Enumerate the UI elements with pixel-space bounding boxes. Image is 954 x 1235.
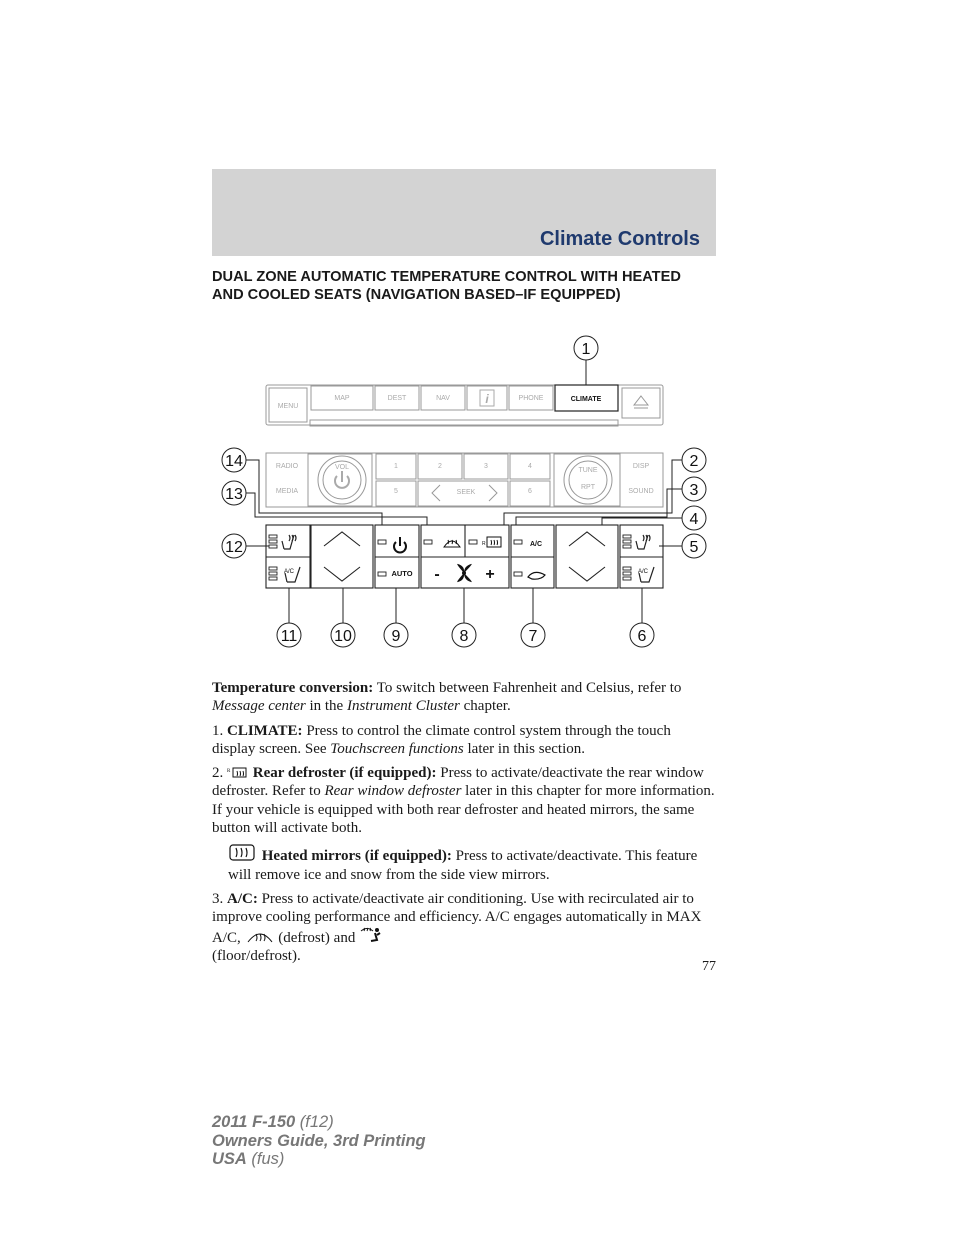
defrost-icon: [245, 929, 275, 945]
floor-defrost-icon: [359, 927, 383, 945]
nav-label: NAV: [436, 395, 450, 402]
item-rear-defroster: 2. R Rear defroster (if equipped): Press to activate/deactivate the rear window defroster. Refer to Rear window defroster later in this chapter for more information. If your vehicle is equipped with both rear defroster and heated mirrors, the same button will activate both.: [212, 765, 715, 837]
callout-8: 8: [459, 628, 469, 645]
left-temp-rocker: [311, 525, 373, 588]
sound-label: SOUND: [628, 488, 654, 495]
rear-defrost-icon: [227, 766, 249, 780]
front-defrost-icon: [444, 540, 460, 547]
svg-text:R: R: [482, 541, 486, 547]
svg-text:1: 1: [394, 463, 398, 470]
climate-control-diagram: [212, 335, 716, 655]
eject-icon: [634, 396, 648, 408]
svg-text:R: R: [227, 769, 231, 775]
callout-13: 13: [225, 486, 243, 503]
svg-text:2: 2: [438, 463, 442, 470]
callout-11: 11: [280, 628, 298, 645]
heated-seat-icon: [282, 535, 296, 549]
tune-knob-outer: [564, 456, 612, 504]
body-text: [212, 679, 716, 971]
temperature-conversion-paragraph: Temperature conversion: To switch between Fahrenheit and Celsius, refer to Message center in the Instrument Cluster chapter.: [212, 680, 682, 715]
svg-text:i: i: [485, 392, 489, 406]
fan-icon: [457, 564, 471, 582]
svg-text:4: 4: [528, 463, 532, 470]
section-title: DUAL ZONE AUTOMATIC TEMPERATURE CONTROL WITH HEATED AND COOLED SEATS (NAVIGATION BASED–IF EQUIPPED): [212, 269, 681, 303]
callout-5: 5: [689, 539, 699, 556]
fan-increase-label: +: [485, 566, 495, 583]
callout-7: 7: [528, 628, 538, 645]
rpt-label: RPT: [581, 484, 595, 491]
climate-label: CLIMATE: [570, 396, 602, 403]
auto-label: AUTO: [391, 569, 413, 578]
footer-line-3: USA (fus): [212, 1150, 285, 1168]
page-number: 77: [702, 959, 716, 974]
eject-button: [622, 388, 660, 418]
power-icon: [394, 537, 406, 552]
phone-label: PHONE: [518, 395, 544, 402]
callout-14: 14: [225, 453, 243, 470]
footer-line-1: 2011 F-150 (f12): [212, 1113, 334, 1131]
chapter-header-band: [212, 169, 716, 256]
info-icon: [480, 390, 494, 406]
callout-1: 1: [581, 341, 591, 358]
heated-mirrors-paragraph: Heated mirrors (if equipped): Press to activate/deactivate. This feature will remove ice and snow from the side view mirrors.: [212, 843, 716, 884]
item-ac: 3. A/C: Press to activate/deactivate air conditioning. Use with recirculated air to improve cooling performance and efficiency. A/C engages automatically in MAX A/C, (defrost) and (floor/defrost).: [212, 890, 702, 964]
chapter-title: Climate Controls: [539, 228, 700, 250]
callout-10: 10: [334, 628, 352, 645]
callout-9: 9: [391, 628, 401, 645]
right-temp-rocker: [556, 525, 618, 588]
callout-6: 6: [637, 628, 647, 645]
callout-2: 2: [689, 453, 699, 470]
svg-text:A/C: A/C: [638, 569, 649, 575]
disp-label: DISP: [632, 463, 650, 470]
recirculation-icon: [528, 572, 545, 579]
heated-mirror-icon: [228, 843, 258, 863]
svg-text:3: 3: [484, 463, 488, 470]
map-label: MAP: [334, 395, 350, 402]
fan-decrease-label: -: [434, 566, 440, 583]
menu-label: MENU: [277, 403, 299, 410]
item-climate: 1. CLIMATE: Press to control the climate control system through the touch display screen. See Touchscreen functions later in this section.: [212, 722, 671, 757]
tune-label: TUNE: [578, 467, 598, 474]
callout-12: 12: [225, 539, 243, 556]
dest-label: DEST: [387, 395, 407, 402]
ac-label: A/C: [529, 541, 543, 548]
svg-text:A/C: A/C: [284, 569, 295, 575]
svg-text:6: 6: [528, 488, 532, 495]
media-label: MEDIA: [275, 488, 299, 495]
radio-label: RADIO: [275, 463, 299, 470]
rear-defrost-icon: [487, 537, 501, 547]
seek-label: SEEK: [456, 489, 476, 496]
footer-line-2: Owners Guide, 3rd Printing: [212, 1131, 426, 1150]
footer: [212, 1113, 426, 1169]
svg-text:5: 5: [394, 488, 398, 495]
heated-seat-icon: [636, 535, 650, 549]
callout-4: 4: [689, 511, 699, 528]
vol-label: VOL: [334, 464, 350, 471]
callout-3: 3: [689, 482, 699, 499]
